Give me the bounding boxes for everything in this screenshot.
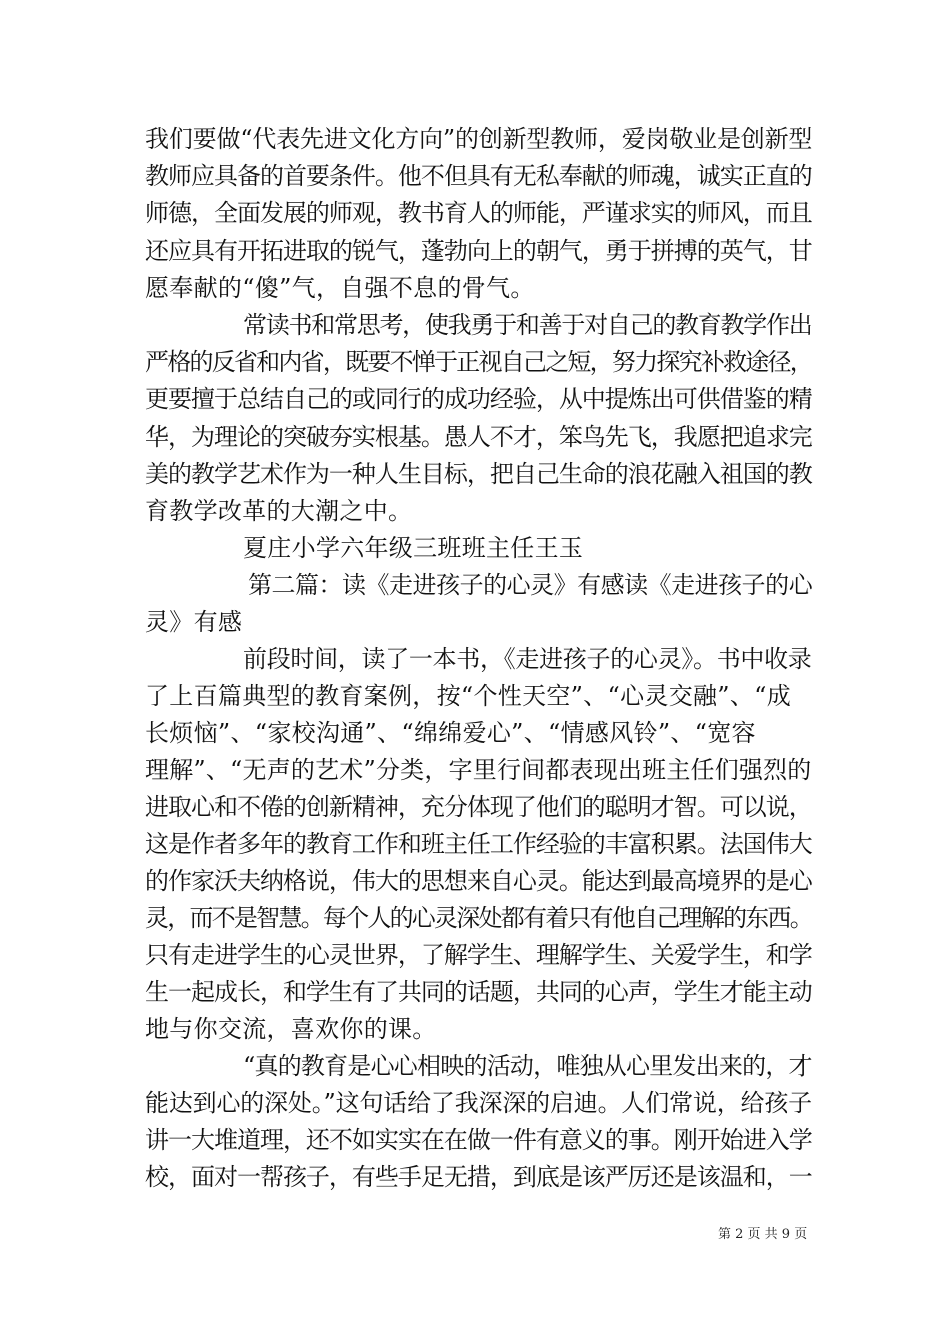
text-line: 教师应具备的首要条件。他不但具有无私奉献的师魂，诚实正直的 [145,162,812,190]
text-line: 讲一大堆道理，还不如实实在在做一件有意义的事。刚开始进入学 [145,1126,812,1154]
text-line: 了上百篇典型的教育案例，按“个性天空”、“心灵交融”、“成 [145,682,792,710]
text-line: 育教学改革的大潮之中。 [145,497,413,525]
section-heading: 灵》有感 [145,608,243,636]
text-line: “真的教育是心心相映的活动，唯独从心里发出来的，才 [243,1052,812,1080]
text-line: 常读书和常思考，使我勇于和善于对自己的教育教学作出 [243,311,812,339]
text-line: 生一起成长，和学生有了共同的话题，共同的心声，学生才能主动 [145,978,812,1006]
text-line: 美的教学艺术作为一种人生目标，把自己生命的浪花融入祖国的教 [145,460,812,488]
text-line: 只有走进学生的心灵世界，了解学生、理解学生、关爱学生，和学 [145,941,812,969]
page-number: 第 2 页 共 9 页 [718,1227,808,1242]
text-line: 华，为理论的突破夯实根基。愚人不才，笨鸟先飞，我愿把追求完 [145,423,812,451]
text-line: 我们要做“代表先进文化方向”的创新型教师，爱岗敬业是创新型 [145,125,813,153]
text-line: 师德，全面发展的师观，教书育人的师能，严谨求实的师风，而且 [145,199,812,227]
section-heading: 第二篇：读《走进孩子的心灵》有感读《走进孩子的心 [248,571,813,599]
text-line: 校，面对一帮孩子，有些手足无措，到底是该严厉还是该温和，一 [145,1163,812,1191]
text-line: 长烦恼”、“家校沟通”、“绵绵爱心”、“情感风铃”、“宽容 [145,719,756,747]
text-line: 的作家沃夫纳格说，伟大的思想来自心灵。能达到最高境界的是心 [145,867,812,895]
text-line: 愿奉献的“傻”气，自强不息的骨气。 [145,274,535,302]
text-line: 灵，而不是智慧。每个人的心灵深处都有着只有他自己理解的东西。 [145,904,812,932]
text-line: 更要擅于总结自己的或同行的成功经验，从中提炼出可供借鉴的精 [145,385,812,413]
text-line: 前段时间，读了一本书，《走进孩子的心灵》。书中收录 [243,645,812,673]
text-line: 这是作者多年的教育工作和班主任工作经验的丰富积累。法国伟大 [145,830,812,858]
text-line: 严格的反省和内省，既要不惮于正视自己之短，努力探究补救途径， [145,348,812,376]
text-line: 进取心和不倦的创新精神，充分体现了他们的聪明才智。可以说， [145,793,812,821]
text-line: 理解”、“无声的艺术”分类，字里行间都表现出班主任们强烈的 [145,756,812,784]
text-line: 还应具有开拓进取的锐气，蓬勃向上的朝气，勇于拼搏的英气，甘 [145,237,812,265]
signature-line: 夏庄小学六年级三班班主任王玉 [243,534,584,562]
text-line: 能达到心的深处。”这句话给了我深深的启迪。人们常说，给孩子 [145,1089,812,1117]
text-line: 地与你交流，喜欢你的课。 [145,1015,437,1043]
